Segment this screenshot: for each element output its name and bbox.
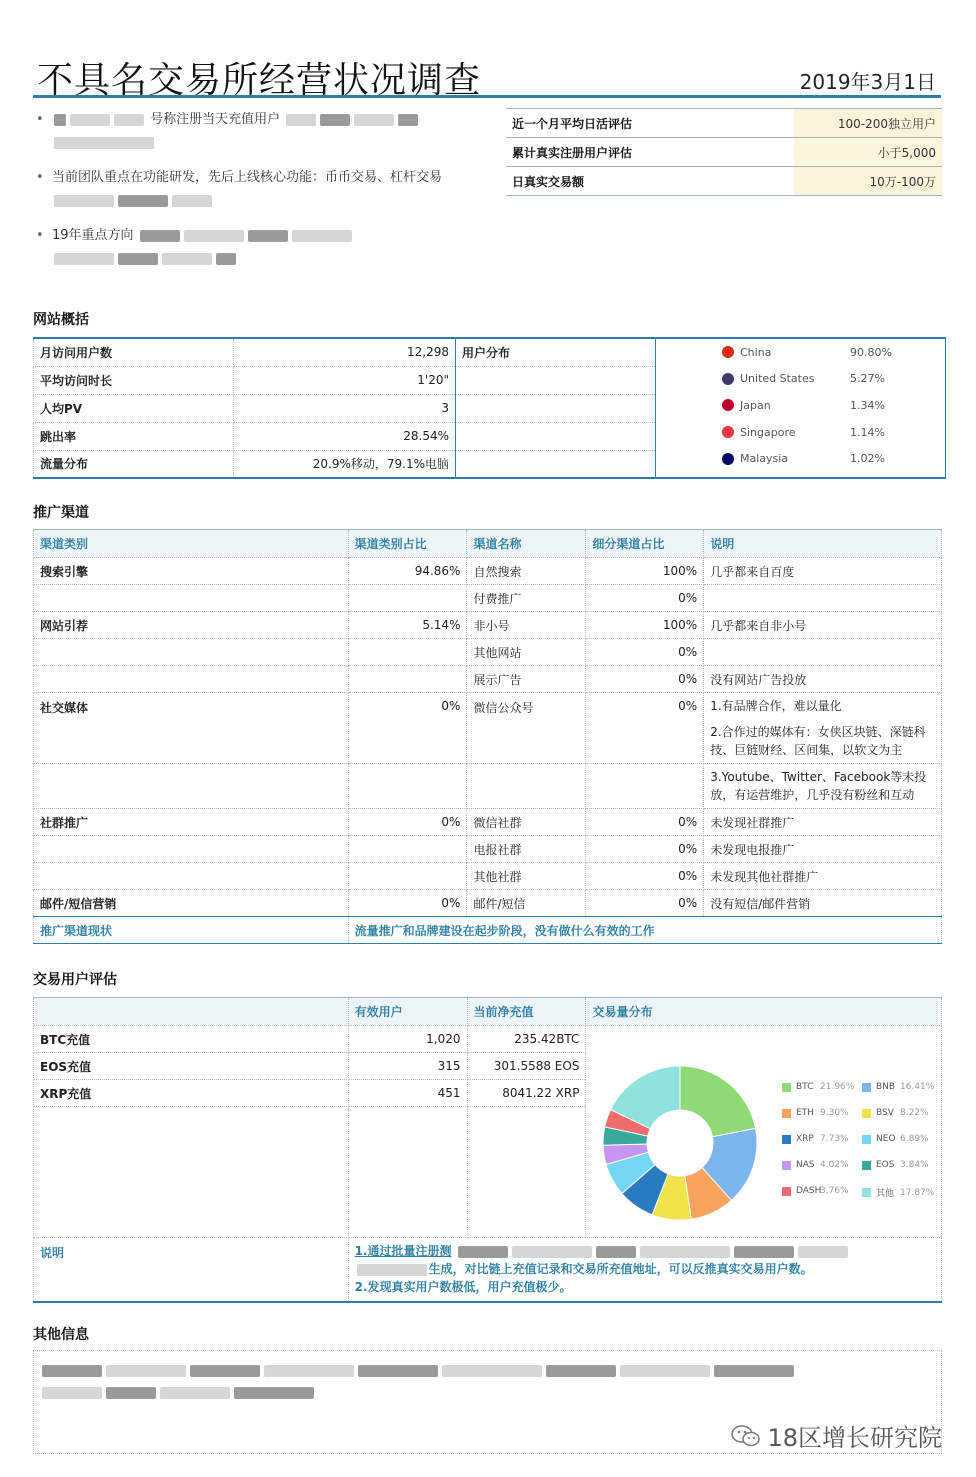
country-name: United States: [740, 372, 815, 386]
legend-swatch: [862, 1083, 871, 1092]
category-share: 0%: [348, 890, 467, 917]
redaction: [106, 1365, 186, 1377]
note-line-2: 2.发现真实用户数极低，用户充值极少。: [354, 1280, 572, 1294]
note-line-1: 1.通过批量注册测: [354, 1244, 452, 1258]
metric-value: 28.54%: [234, 422, 456, 450]
channel-name: 付费推广: [467, 585, 586, 612]
legend-item: [782, 1082, 854, 1092]
table-row: [506, 167, 942, 196]
site-overview-table: [33, 337, 946, 479]
country-percent: 90.80%: [850, 345, 892, 359]
table-row: [34, 1238, 942, 1302]
channel-name: 微信社群: [467, 809, 586, 836]
redaction: [248, 230, 288, 242]
legend-label: EOS: [876, 1160, 895, 1170]
country-name: Malaysia: [740, 452, 789, 466]
table-row: [506, 109, 942, 138]
net-deposit: 8041.22 XRP: [467, 1080, 586, 1107]
channel-name: 展示广告: [467, 666, 586, 693]
legend-label: BTC: [796, 1082, 814, 1092]
note-line: 1.有品牌合作，难以量化: [710, 699, 842, 713]
channel-category: [34, 639, 349, 666]
redaction: [458, 1246, 508, 1258]
country-percent: 1.34%: [850, 398, 885, 412]
country-list: [656, 339, 945, 472]
summary-label: 近一个月平均日活评估: [506, 109, 794, 138]
redaction: [358, 1365, 438, 1377]
metric-label: 跳出率: [34, 422, 234, 450]
legend-swatch: [862, 1109, 871, 1118]
legend-label: BSV: [876, 1108, 894, 1118]
redaction: [140, 230, 180, 242]
legend-item: [862, 1082, 934, 1092]
summary-label: 日真实交易额: [506, 167, 794, 196]
active-users: 1,020: [348, 1026, 467, 1053]
channel-share: 0%: [586, 863, 704, 890]
legend-item: [862, 1186, 934, 1199]
table-row: [34, 338, 946, 366]
channel-note: 3.Youtube、Twitter、Facebook等未投放，有运营维护，几乎没有粉丝和互动: [704, 764, 942, 809]
legend-value: 17.87%: [900, 1187, 935, 1198]
country-name: Singapore: [740, 425, 796, 439]
column-header: 渠道类别占比: [348, 530, 467, 558]
legend-swatch: [782, 1083, 791, 1092]
category-share: [348, 585, 467, 612]
redaction: [398, 114, 418, 126]
category-share: [348, 666, 467, 693]
category-share: 0%: [348, 809, 467, 836]
watermark: [731, 1418, 942, 1453]
country-name: China: [740, 345, 772, 359]
note-line: [355, 1260, 935, 1278]
column-header: [34, 998, 349, 1026]
legend-swatch: [782, 1187, 791, 1196]
legend-label: ETH: [796, 1108, 814, 1118]
channel-category: 社交媒体: [34, 693, 349, 764]
channel-share: 0%: [586, 890, 704, 917]
redaction: [42, 1387, 102, 1399]
legend-value: 3.76%: [820, 1186, 849, 1196]
table-row: [34, 639, 942, 666]
channel-category: [34, 836, 349, 863]
status-text: 流量推广和品牌建设在起步阶段，没有做什么有效的工作: [348, 917, 941, 944]
country-row: [656, 445, 945, 472]
bullet-text: 号称注册当天充值用户: [150, 112, 281, 127]
redacted-text: [34, 1351, 941, 1411]
net-deposit: 235.42BTC: [467, 1026, 586, 1053]
legend-swatch: [782, 1161, 791, 1170]
country-row: [656, 419, 945, 446]
pie-slice-btc: [680, 1066, 756, 1137]
deposit-type: EOS充值: [34, 1053, 349, 1080]
section-heading-promo: 推广渠道: [33, 505, 89, 521]
flag-icon: [722, 373, 734, 385]
redaction: [216, 253, 236, 265]
channel-category: [34, 666, 349, 693]
metric-value: 20.9%移动，79.1%电脑: [234, 450, 456, 478]
legend-item: [782, 1160, 849, 1170]
summary-value: 10万-100万: [794, 167, 942, 196]
redaction: [286, 114, 316, 126]
channel-name: 非小号: [467, 612, 586, 639]
channel-share: 0%: [586, 836, 704, 863]
redaction: [54, 137, 154, 149]
redaction: [114, 114, 144, 126]
country-row: [656, 392, 945, 419]
channel-note: 几乎都来自非小号: [704, 612, 942, 639]
flag-icon: [722, 426, 734, 438]
redaction: [54, 253, 114, 265]
summary-value: 小于5,000: [794, 138, 942, 167]
promo-channel-table: [33, 529, 942, 944]
channel-name: 其他网站: [467, 639, 586, 666]
redaction: [54, 114, 66, 126]
redaction: [264, 1365, 354, 1377]
legend-swatch: [862, 1188, 871, 1197]
channel-note: 没有短信/邮件营销: [704, 890, 942, 917]
country-name: Japan: [740, 398, 771, 412]
redaction: [546, 1365, 616, 1377]
bullet-item: [36, 108, 456, 154]
bullet-text: 19年重点方向: [52, 228, 134, 243]
category-share: [348, 836, 467, 863]
flag-icon: [722, 346, 734, 358]
legend-value: 8.22%: [900, 1108, 929, 1118]
note-line: 2.合作过的媒体有：女侠区块链、深链科技、巨链财经、区间集，以软文为主: [710, 725, 926, 757]
bullet-dot: •: [36, 112, 44, 127]
channel-category: 搜索引擎: [34, 558, 349, 585]
redaction: [162, 253, 212, 265]
legend-value: 7.73%: [820, 1134, 849, 1144]
redaction: [184, 230, 244, 242]
note-label: 说明: [34, 1238, 349, 1302]
channel-name: 电报社群: [467, 836, 586, 863]
legend-swatch: [862, 1161, 871, 1170]
legend-swatch: [862, 1135, 871, 1144]
channel-share: 0%: [586, 693, 704, 764]
summary-table: [506, 108, 942, 196]
table-row: [34, 585, 942, 612]
redaction: [798, 1246, 848, 1258]
legend-swatch: [782, 1109, 791, 1118]
empty-cell: [34, 1107, 349, 1238]
summary-label: 累计真实注册用户评估: [506, 138, 794, 167]
redaction: [596, 1246, 636, 1258]
metric-value: 1'20": [234, 366, 456, 394]
report-date: 2019年3月1日: [799, 70, 936, 94]
redaction: [172, 195, 212, 207]
country-percent: 1.14%: [850, 425, 885, 439]
note-text: [348, 1238, 941, 1302]
table-row: [34, 764, 942, 809]
channel-category: 网站引荐: [34, 612, 349, 639]
legend-label: NEO: [876, 1134, 896, 1144]
bullet-dot: •: [36, 170, 44, 185]
channel-name: 自然搜索: [467, 558, 586, 585]
channel-name: 邮件/短信: [467, 890, 586, 917]
channel-note: [704, 585, 942, 612]
legend-value: 6.89%: [900, 1134, 929, 1144]
empty-cell: [467, 764, 586, 809]
country-distribution: [656, 338, 946, 478]
note-line: [355, 1242, 935, 1260]
legend-value: 4.02%: [820, 1160, 849, 1170]
category-share: [348, 639, 467, 666]
legend-item: [782, 1108, 849, 1118]
category-share: 94.86%: [348, 558, 467, 585]
channel-name: 微信公众号: [467, 693, 586, 764]
legend-value: 3.84%: [900, 1160, 929, 1170]
empty-cell: [34, 764, 349, 809]
legend-item: [782, 1134, 849, 1144]
redaction: [118, 195, 168, 207]
legend-item: [862, 1108, 929, 1118]
redaction: [234, 1387, 314, 1399]
summary-value: 100-200独立用户: [794, 109, 942, 138]
channel-note: [704, 639, 942, 666]
redaction: [640, 1246, 730, 1258]
legend-value: 9.30%: [820, 1108, 849, 1118]
bullet-item: [36, 166, 456, 212]
channel-note: 未发现社群推广: [704, 809, 942, 836]
flag-icon: [722, 399, 734, 411]
metric-label: 平均访问时长: [34, 366, 234, 394]
table-footer-row: [34, 917, 942, 944]
bullet-item: [36, 224, 456, 270]
channel-category: [34, 585, 349, 612]
redaction: [734, 1246, 794, 1258]
redaction: [357, 1264, 427, 1276]
channel-note: 未发现电报推广: [704, 836, 942, 863]
redaction: [54, 195, 114, 207]
redaction: [354, 114, 394, 126]
net-deposit: 301.5588 EOS: [467, 1053, 586, 1080]
legend-label: 其他: [876, 1189, 895, 1199]
redaction: [714, 1365, 794, 1377]
channel-name: 其他社群: [467, 863, 586, 890]
redaction: [160, 1387, 230, 1399]
table-row: [34, 1026, 942, 1053]
page-title: 不具名交易所经营状况调查: [37, 60, 482, 101]
table-row: [34, 693, 942, 764]
legend-item: [862, 1134, 929, 1144]
empty-cell: [467, 1107, 586, 1238]
note-line-1b: 生成，对比链上充值记录和交易所充值地址，可以反推真实交易用户数。: [428, 1262, 813, 1276]
redaction: [190, 1365, 260, 1377]
metric-value: 12,298: [234, 338, 456, 366]
metric-label: 人均PV: [34, 394, 234, 422]
channel-share: 0%: [586, 809, 704, 836]
table-header-row: [34, 998, 942, 1026]
category-share: 5.14%: [348, 612, 467, 639]
channel-note: 未发现其他社群推广: [704, 863, 942, 890]
channel-note: 几乎都来自百度: [704, 558, 942, 585]
empty-cell: [348, 1107, 467, 1238]
country-row: [656, 366, 945, 393]
country-percent: 1.02%: [850, 452, 885, 466]
flag-icon: [722, 453, 734, 465]
country-percent: 5.27%: [850, 372, 885, 386]
column-header: 渠道名称: [467, 530, 586, 558]
channel-share: 100%: [586, 612, 704, 639]
empty-cell: [586, 764, 704, 809]
wechat-icon: [731, 1424, 761, 1448]
legend-item: [782, 1186, 849, 1196]
title-divider: [33, 95, 941, 98]
empty-cell: [456, 366, 656, 394]
metric-label: 流量分布: [34, 450, 234, 478]
empty-cell: [456, 422, 656, 450]
legend-value: 16.41%: [900, 1082, 935, 1092]
category-share: [348, 863, 467, 890]
legend-item: [862, 1160, 929, 1170]
table-row: [34, 836, 942, 863]
summary-bullets: [36, 108, 456, 282]
redaction: [118, 253, 158, 265]
legend-value: 21.96%: [820, 1082, 855, 1092]
table-header-row: [34, 530, 942, 558]
empty-cell: [456, 450, 656, 478]
redaction: [42, 1365, 102, 1377]
table-row: [34, 612, 942, 639]
active-users: 315: [348, 1053, 467, 1080]
redaction: [442, 1365, 542, 1377]
redaction: [292, 230, 352, 242]
table-row: [34, 863, 942, 890]
metric-value: 3: [234, 394, 456, 422]
channel-note: [704, 693, 942, 764]
legend-swatch: [782, 1135, 791, 1144]
column-header: 说明: [704, 530, 942, 558]
channel-share: 0%: [586, 639, 704, 666]
active-users: 451: [348, 1080, 467, 1107]
redaction: [320, 114, 350, 126]
empty-cell: [456, 394, 656, 422]
channel-share: 0%: [586, 585, 704, 612]
column-header: 交易量分布: [586, 998, 942, 1026]
channel-category: 邮件/短信营销: [34, 890, 349, 917]
category-share: 0%: [348, 693, 467, 764]
legend-label: XRP: [796, 1134, 814, 1144]
column-header: 细分渠道占比: [586, 530, 704, 558]
deposit-type: BTC充值: [34, 1026, 349, 1053]
bullet-dot: •: [36, 228, 44, 243]
redaction: [512, 1246, 592, 1258]
table-row: [34, 666, 942, 693]
table-row: [506, 138, 942, 167]
status-label: 推广渠道现状: [34, 917, 349, 944]
channel-note: 没有网站广告投放: [704, 666, 942, 693]
watermark-text: 18区增长研究院: [767, 1424, 942, 1452]
legend-label: BNB: [876, 1082, 896, 1092]
redaction: [70, 114, 110, 126]
deposit-type: XRP充值: [34, 1080, 349, 1107]
redaction: [620, 1365, 710, 1377]
donut-chart: [590, 1053, 770, 1233]
section-heading-users: 交易用户评估: [33, 972, 117, 988]
column-header: 当前净充值: [467, 998, 586, 1026]
legend-label: NAS: [796, 1160, 815, 1170]
table-row: [34, 890, 942, 917]
channel-category: 社群推广: [34, 809, 349, 836]
table-row: [34, 809, 942, 836]
channel-share: 100%: [586, 558, 704, 585]
channel-share: 0%: [586, 666, 704, 693]
column-header: 渠道类别: [34, 530, 349, 558]
section-heading-other: 其他信息: [33, 1327, 89, 1343]
country-row: [656, 339, 945, 366]
bullet-text: 当前团队重点在功能研发，先后上线核心功能：币币交易、杠杆交易: [52, 170, 443, 185]
legend-label: DASH: [796, 1186, 822, 1196]
column-header: 有效用户: [348, 998, 467, 1026]
user-distribution-label: 用户分布: [456, 338, 656, 366]
redaction: [106, 1387, 156, 1399]
table-row: [34, 558, 942, 585]
metric-label: 月访问用户数: [34, 338, 234, 366]
empty-cell: [348, 764, 467, 809]
section-heading-site: 网站概括: [33, 312, 89, 328]
channel-category: [34, 863, 349, 890]
